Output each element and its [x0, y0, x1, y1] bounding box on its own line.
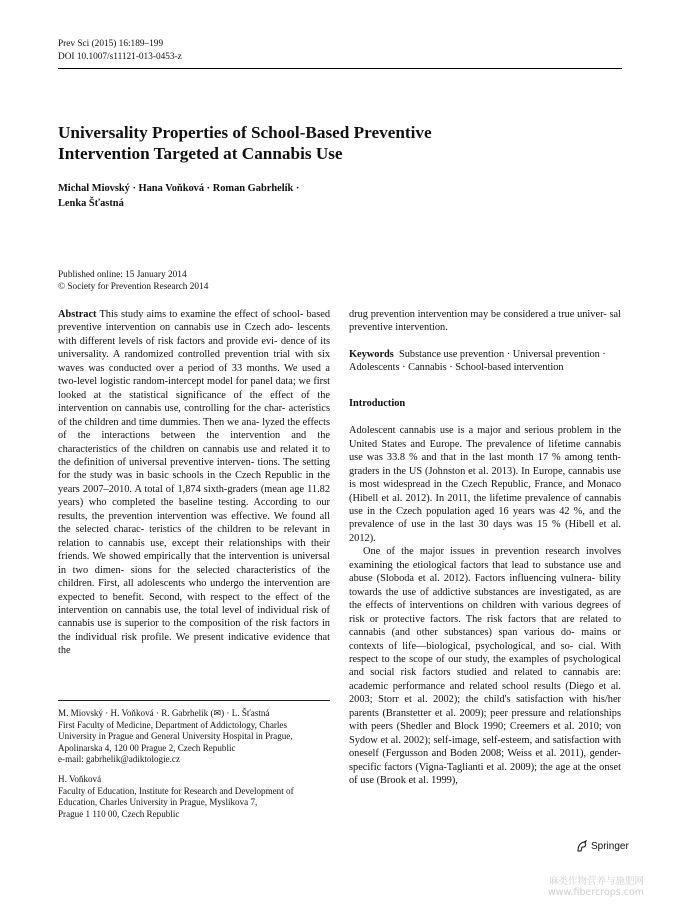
text-line: Weiss et al. 2011), gender-specific factors (Vigna-Taglianti — [349, 748, 621, 773]
text-line: lescents with different levels of risk factors and provide evi- — [58, 322, 331, 347]
text-line: (Hibell et al. 2012). — [349, 519, 621, 544]
intro-paragraph-1 — [349, 424, 621, 545]
text-line: teristics of the children to be relevant in relation to cannabis — [58, 524, 330, 549]
watermark-line: 麻类作物营养与施肥网 — [549, 876, 645, 887]
doi: DOI 10.1007/s11121-013-0453-z — [58, 51, 182, 62]
affiliation-line: Apolinarska 4, 120 00 Prague 2, Czech Republic — [58, 742, 236, 753]
title-line: Intervention Targeted at Cannabis Use — [58, 144, 343, 163]
section-heading-introduction: Introduction — [349, 397, 406, 409]
text-line: empirically that the intervention is universal in two dimen- — [58, 551, 330, 576]
text-line: benefit. Second, with respect to the effect of the intervention — [58, 591, 331, 616]
text-line: cannabis are: academic performance and related school results — [349, 667, 621, 692]
text-line: et al. 2009); the age at the onset of use (Brook et al. 1999), — [349, 761, 621, 787]
text-line: and satisfaction with oneself (Fergusson and Boden 2008; — [349, 734, 621, 760]
text-line: psychological and social risk factors studied and related to — [349, 653, 621, 679]
text-line: data; we first looked at the statistical significance of the effect — [58, 376, 330, 401]
text-line: baseline testing. According to our results, the prevention — [58, 497, 331, 522]
text-line: Monaco (Hibell et al. 2012). In 2011, the lifetime prevalence — [349, 479, 621, 504]
text-line: related to cannabis (and other substances) span various do- — [349, 613, 621, 639]
text-line: and the characteristics of the children on cannabis use and — [58, 430, 330, 455]
title-line: Universality Properties of School-Based Preventive — [58, 123, 432, 142]
text-line: tions. The setting for the study was in basic schools in the — [58, 456, 330, 482]
text-line: lyzed the effects of the interactions between the intervention — [58, 416, 330, 442]
publication-info — [58, 270, 208, 293]
text-line: of the intervention on cannabis use, controlling for the char- — [58, 389, 330, 415]
text-line: individual risk profile. We present indicative evidence that the — [58, 631, 330, 657]
text-line: sions for the selected characteristics of the children. First, all — [58, 564, 330, 590]
text-line: cial. With respect to the scope of our study, the examples of — [349, 640, 621, 665]
authors-line: Michal Miovský · Hana Voňková · Roman Gabrhelík · — [58, 183, 300, 194]
text-line: of cannabis use in the Czech population aged 16 years was — [349, 492, 621, 517]
affiliation-line: M. Miovský · H. Voňková · R. Gabrhelík (✉) · L. Šťastná — [58, 708, 270, 718]
affiliation-line: University in Prague and General University Hospital in Prague, — [58, 731, 293, 742]
text-line: 42 %, and the prevalence of use in the last 30 days was 15 % — [349, 505, 621, 531]
article-title — [58, 122, 618, 164]
abstract-line: sal preventive intervention. — [349, 309, 621, 334]
keywords-label: Keywords — [349, 348, 394, 360]
text-line: use was 33.8 % and that in the last month 17 % among tenth- — [349, 452, 621, 464]
abstract-continuation — [349, 308, 621, 335]
text-line: We used a two-level logistic random-intercept model for panel — [58, 362, 330, 388]
text-line: use is superior to the composition of the risk factors in the — [58, 618, 330, 643]
text-line: Adolescent cannabis use is a major and serious problem in the — [349, 425, 621, 437]
text-line: degrees of risk or protective factors. The risk factors that are — [349, 600, 621, 625]
text-line: Czech Republic in the years 2007–2010. A total of 1,874 — [58, 470, 331, 495]
right-column — [349, 308, 621, 788]
copyright: © Society for Prevention Research 2014 — [58, 281, 209, 292]
springer-horse-icon — [576, 840, 588, 852]
text-line: related it to the definition of universal preventive interven- — [58, 443, 330, 468]
keywords — [349, 348, 621, 375]
affiliation-1 — [58, 708, 330, 766]
affiliation-line: e-mail: gabrhelik@adiktologie.cz — [58, 754, 181, 765]
intro-paragraph-2 — [349, 545, 621, 787]
affiliation-rule — [58, 700, 330, 701]
publisher-name: Springer — [591, 840, 629, 852]
affiliation-line: Education, Charles University in Prague, Myslíkova 7, — [58, 797, 258, 808]
text-line: et al. 2010; von Sydow et al. 2002); self-image, self-esteem, — [349, 721, 622, 746]
authors-line: Lenka Šťastná — [58, 197, 124, 209]
text-line: intervention was effective. We found all the selected charac- — [58, 510, 330, 536]
text-line: as are the effects of interventions on children with various — [349, 586, 621, 612]
text-line: mains or contexts of life—biological, psychological, and so- — [349, 627, 621, 652]
watermark-line: www.fibercrops.com — [548, 887, 645, 898]
text-line: relationships with peers (Shedler and Block 1990; Creemers — [349, 707, 621, 733]
text-line: adolescents who undergo the intervention are expected to — [58, 578, 331, 603]
text-line: This study aims to examine the effect of school- — [99, 309, 304, 320]
abstract — [58, 308, 330, 658]
text-line: graders in the US (Johnston et al. 2013). In Europe, cannabis — [349, 465, 605, 477]
text-line: United States and Europe. The prevalence of lifetime cannabis — [349, 438, 621, 450]
abstract-text — [58, 308, 330, 658]
text-line: acteristics of the children and time dummies. Then we ana- — [58, 403, 330, 428]
text-line: with his/her parents (Branstetter et al. 2009); peer pressure and — [349, 694, 621, 719]
text-line: on cannabis use, the total level of individual risk of cannabis — [58, 604, 330, 630]
running-header — [58, 38, 182, 63]
author-list — [58, 182, 478, 211]
text-line: trial with six waves was conducted over a period of 33 months. — [58, 349, 330, 374]
abstract-line: drug prevention intervention may be considered a true univer- — [349, 309, 607, 320]
affiliation-line: Prague 1 110 00, Czech Republic — [58, 808, 180, 819]
text-line: and abuse (Sloboda et al. 2012). Factors influencing vulnera- — [349, 559, 621, 585]
keywords-line: Substance use prevention · Universal prevention · — [399, 348, 606, 360]
publisher-logo — [576, 840, 629, 852]
text-line: use is most widespread in the Czech Republic, France, and — [349, 465, 621, 491]
journal-reference: Prev Sci (2015) 16:189–199 — [58, 39, 164, 49]
text-line: (Diego et al. 2003; Storr et al. 2002); the child's satisfaction — [349, 680, 621, 706]
abstract-label: Abstract — [58, 309, 97, 320]
text-line: examining the etiological factors that lead to substance use — [349, 559, 603, 571]
text-line: dence of its universality. A randomized controlled prevention — [58, 335, 330, 361]
text-line: sixth-graders (mean age 11.82 years) who completed the — [58, 483, 330, 509]
affiliation-line: First Faculty of Medicine, Department of Addictology, Charles — [58, 719, 287, 730]
watermark — [548, 876, 644, 898]
text-line: One of the major issues in prevention research involves — [363, 546, 621, 558]
text-line: based preventive intervention on cannabis use in Czech ado- — [58, 309, 330, 334]
text-line: bility towards the use of addictive substances are investigated, — [349, 573, 621, 598]
affiliation-line: H. Voňková — [58, 774, 102, 784]
affiliation-2 — [58, 774, 330, 820]
affiliation-line: Faculty of Education, Institute for Research and Development of — [58, 785, 294, 796]
text-line: use, except their relationships with their friends. We showed — [58, 537, 330, 563]
keywords-line: Adolescents · Cannabis · School-based intervention — [349, 362, 564, 374]
header-rule — [58, 68, 622, 69]
published-date: Published online: 15 January 2014 — [58, 270, 187, 280]
